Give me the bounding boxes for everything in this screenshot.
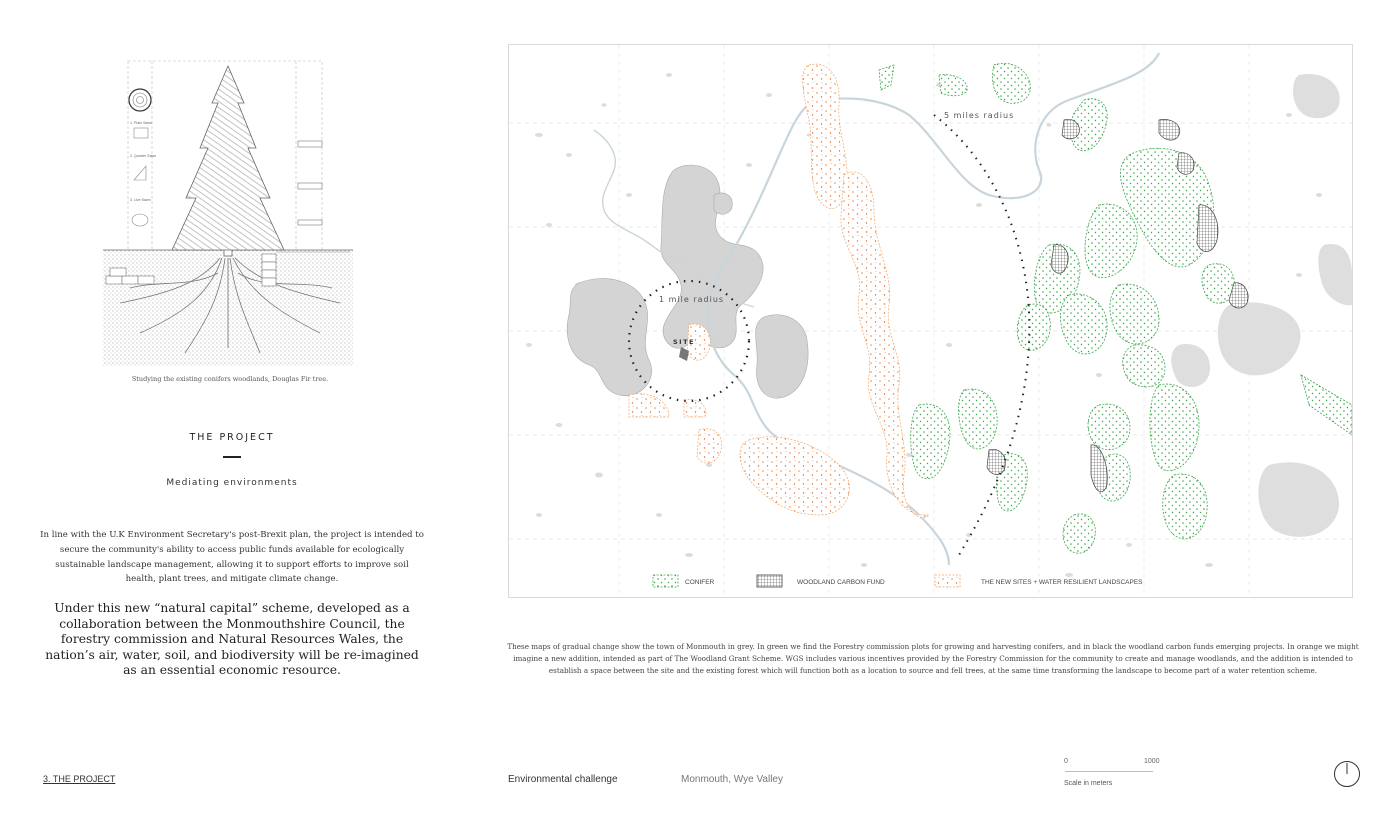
scale-unit-label: Scale in meters: [1064, 780, 1113, 787]
scale-line: [1065, 771, 1153, 772]
svg-text:1. Plain Sawn: 1. Plain Sawn: [130, 121, 152, 125]
five-mile-label: 5 miles radius: [944, 111, 1015, 120]
tree-caption: Studying the existing conifers woodlands, Douglas Fir tree.: [131, 375, 329, 383]
grey-areas-east: [1171, 74, 1352, 537]
legend-swatch-newsites: [935, 575, 960, 587]
one-mile-label: 1 mile radius: [659, 295, 725, 304]
map-caption: These maps of gradual change show the town of Monmouth in grey. In green we find the Forestry commission plots for growing and harvesting conifers, and in black the woodland carbon funds emerging projects. In orange we might imagine a new addition, intended as part of The Woodland Grant Scheme. WGS includes various incentives provided by the Forestry Commission for the community to create and manage woodlands, and the addition is intended to establish a space between the site and the existing forest which will function both as a location to source and fell trees, at the same time transforming the landscape to become part of a water retention scheme.: [507, 642, 1359, 675]
new-sites: [629, 64, 929, 518]
footer-page-title: Environmental challenge: [508, 774, 618, 785]
footer-location: Monmouth, Wye Valley: [681, 774, 783, 785]
legend-label-conifer: CONIFER: [685, 579, 715, 586]
section-title: THE PROJECT: [189, 432, 275, 443]
svg-text:3. Live Sawn: 3. Live Sawn: [130, 198, 151, 202]
legend-swatch-carbon: [757, 575, 782, 587]
svg-text:2. Quarter Sawn: 2. Quarter Sawn: [130, 154, 157, 158]
section-nav-link[interactable]: 3. THE PROJECT: [43, 774, 116, 784]
site-label: SITE: [673, 338, 695, 346]
monmouth-map: [509, 45, 1352, 597]
legend-label-newsites: THE NEW SITES + WATER RESILIENT LANDSCAPES: [981, 579, 1143, 586]
legend-label-carbon: WOODLAND CARBON FUND: [797, 579, 885, 586]
scale-max-label: 1000: [1144, 758, 1160, 765]
title-divider: [223, 456, 241, 458]
section-subtitle: Mediating environments: [166, 478, 298, 488]
north-arrow-icon: [1333, 760, 1361, 788]
legend-swatch-conifer: [653, 575, 678, 587]
map-panel: [508, 44, 1353, 598]
scale-bar: [1064, 758, 1164, 794]
scale-min-label: 0: [1064, 758, 1068, 765]
intro-paragraph: In line with the U.K Environment Secretary's post-Brexit plan, the project is intended to secure the community's ability to access public funds available for ecologically sustainable landscape management, allowing it to support efforts to improve soil health, plant trees, and mitigate climate change.: [40, 530, 424, 585]
douglas-fir-illustration: [100, 58, 356, 370]
lead-paragraph: Under this new “natural capital” scheme, developed as a collaboration between the Monmouthshire Council, the forestry commission and Natural Resources Wales, the nation’s air, water, soil, and biodiversity will be re-imagined as an essential economic resource.: [45, 601, 419, 678]
